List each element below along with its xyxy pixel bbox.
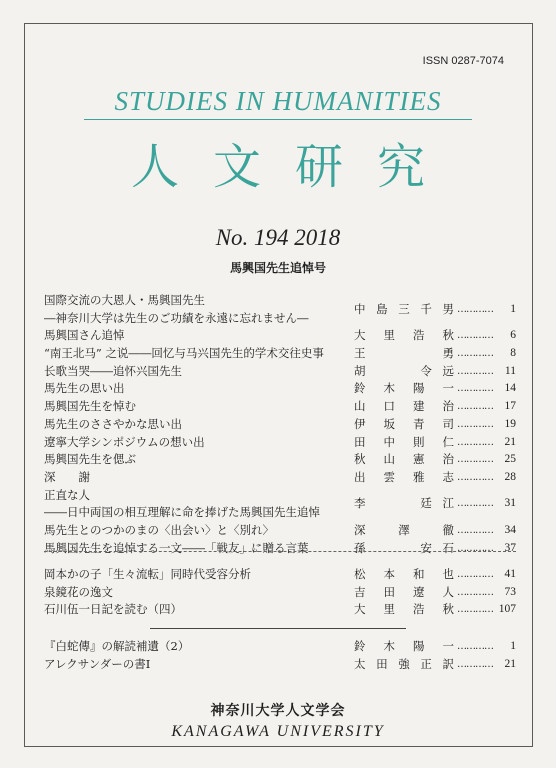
toc-entry <box>44 380 516 398</box>
toc-entry-page: 17 <box>504 400 516 413</box>
issue-subtitle: 馬興国先生追悼号 <box>229 261 326 275</box>
toc-articles-section <box>44 566 516 619</box>
toc-entry <box>44 292 516 327</box>
toc-entry-title-line: 馬興国先生を追悼する一文――「戦友」に贈る言葉 <box>44 540 309 555</box>
toc-entry-title <box>44 380 125 398</box>
toc-entry-title-line: 正直な人 <box>44 487 90 502</box>
toc-entry-page: 34 <box>504 523 516 536</box>
toc-entry-title-line: 岡本かの子「生々流転」同時代受容分析 <box>44 567 251 581</box>
toc-entry-author: 田中則仁 <box>354 434 454 449</box>
toc-entry-title-line: 深 謝 <box>44 469 90 484</box>
section-divider-dashed <box>44 551 516 552</box>
toc-entry-page: 107 <box>498 603 516 616</box>
toc-entry-title <box>44 656 150 674</box>
toc-entry-page: 37 <box>504 541 516 554</box>
toc-entry-author: 王 勇 <box>354 346 454 361</box>
toc-entry-title <box>44 540 309 558</box>
toc-entry-page: 21 <box>504 657 516 670</box>
toc-leader-dots: ………… <box>457 401 493 413</box>
toc-entry-title <box>44 601 182 619</box>
toc-entry <box>44 522 516 540</box>
toc-entry-title-line: 馬先生のささやかな思い出 <box>44 416 182 431</box>
toc-entry-author: 太田強正訳 <box>354 656 454 671</box>
title-japanese: 人文研究 <box>130 139 459 195</box>
toc-leader-dots: ………… <box>457 365 493 377</box>
toc-entry-page: 11 <box>504 364 516 377</box>
toc-entry-author: 深 澤 徹 <box>354 522 454 537</box>
toc-entry <box>44 416 516 434</box>
toc-entry-author: 李 廷江 <box>354 496 454 511</box>
toc-entry-author: 中島三千男 <box>354 301 454 316</box>
toc-entry-author: 鈴木陽一 <box>354 381 454 396</box>
toc-entry-title-line: 『白蛇傳』の解読補遺（2） <box>44 639 190 653</box>
toc-leader-dots: ………… <box>457 471 493 483</box>
toc-entry-title-line: 馬興国先生を悼む <box>44 399 136 414</box>
toc-entry-page: 28 <box>504 470 516 483</box>
toc-leader-dots: ………… <box>457 348 493 360</box>
toc-entry-title-line: “南王北马” 之说――回忆与马兴国先生的学术交往史事 <box>44 346 324 361</box>
issn: ISSN 0287-7074 <box>422 55 504 67</box>
toc-entry-author: 吉田遼人 <box>354 584 454 599</box>
toc-leader-dots: ………… <box>457 383 493 395</box>
toc-entry-author: 胡 令远 <box>354 363 454 378</box>
toc-leader-dots: ………… <box>457 641 493 652</box>
toc-leader-dots: ………… <box>457 454 493 466</box>
toc-entry-title-line: 馬興国先生を偲ぶ <box>44 452 136 467</box>
toc-entry-title <box>44 566 251 584</box>
toc-entry <box>44 363 516 381</box>
toc-entry <box>44 469 516 487</box>
toc-entry <box>44 398 516 416</box>
toc-entry-page: 31 <box>504 497 516 510</box>
toc-entry-author: 山口建治 <box>354 399 454 414</box>
toc-entry-page: 1 <box>510 640 516 652</box>
toc-entry-author: 伊坂青司 <box>354 416 454 431</box>
toc-entry <box>44 584 516 602</box>
toc-entry <box>44 566 516 584</box>
toc-memorial-section <box>44 292 516 557</box>
title-english: STUDIES IN HUMANITIES <box>114 86 442 116</box>
toc-entry-title-line: 国際交流の大恩人・馬興国先生 <box>44 293 205 307</box>
title-rule <box>84 119 472 120</box>
toc-entry-title <box>44 345 324 363</box>
publisher-japanese: 神奈川大学人文学会 <box>210 703 346 719</box>
toc-entry-page: 25 <box>504 453 516 466</box>
toc-leader-dots: ………… <box>457 542 493 554</box>
toc-entry <box>44 327 516 345</box>
toc-entry-title-line: 馬興国さん追悼 <box>44 328 125 343</box>
toc-entry-author: 松本和也 <box>354 567 454 581</box>
toc-leader-dots: ………… <box>457 524 493 536</box>
toc-leader-dots: ………… <box>457 569 493 580</box>
toc-entry-title <box>44 363 182 381</box>
toc-entry-title <box>44 487 320 522</box>
toc-entry-title <box>44 292 309 327</box>
toc-entry-title-line: 泉鏡花の逸文 <box>44 584 113 599</box>
toc-entry <box>44 345 516 363</box>
toc-entry-author: 出雲雅志 <box>354 469 454 484</box>
toc-entry-subtitle-line: ―神奈川大学は先生のご功績を永遠に忘れません― <box>44 310 309 325</box>
toc-entry-author: 秋山憲治 <box>354 452 454 467</box>
toc-entry-author: 大里浩秋 <box>354 602 454 617</box>
toc-entry-page: 19 <box>504 417 516 430</box>
toc-entry-page: 6 <box>510 329 516 342</box>
toc-entry-title-line: 石川伍一日記を読む（四） <box>44 602 182 617</box>
toc-entry-title <box>44 398 136 416</box>
toc-translations-section <box>44 638 516 673</box>
toc-entry <box>44 601 516 619</box>
toc-entry-title <box>44 469 90 487</box>
toc-entry <box>44 656 516 674</box>
issue-number: No. 194 2018 <box>215 225 341 250</box>
toc-entry-title <box>44 416 182 434</box>
toc-leader-dots: ………… <box>457 303 493 315</box>
toc-entry <box>44 540 516 558</box>
toc-entry <box>44 638 516 656</box>
toc-entry-author: 孫 安石 <box>354 540 454 555</box>
toc-entry-title <box>44 522 274 540</box>
toc-entry-title <box>44 451 136 469</box>
toc-leader-dots: ………… <box>457 604 493 616</box>
toc-entry-page: 21 <box>504 435 516 448</box>
toc-entry-author: 鈴木陽一 <box>354 639 454 653</box>
toc-entry-page: 1 <box>510 302 516 315</box>
toc-entry-title-line: 馬先生の思い出 <box>44 381 125 396</box>
toc-entry <box>44 487 516 522</box>
toc-leader-dots: ………… <box>457 498 493 510</box>
toc-entry <box>44 434 516 452</box>
toc-entry-author: 大里浩秋 <box>354 328 454 343</box>
toc-leader-dots: ………… <box>457 658 493 670</box>
toc-entry-title-line: 遼寧大学シンポジウムの想い出 <box>44 434 205 449</box>
toc-leader-dots: ………… <box>457 436 493 448</box>
toc-leader-dots: ………… <box>457 418 493 430</box>
publisher-english: KANAGAWA UNIVERSITY <box>171 723 385 740</box>
toc-entry <box>44 451 516 469</box>
toc-entry-page: 41 <box>504 568 516 580</box>
toc-entry-title <box>44 584 113 602</box>
toc-entry-page: 8 <box>510 347 516 360</box>
toc-entry-title-line: アレクサンダーの書Ⅰ <box>44 656 151 671</box>
toc-entry-title <box>44 434 205 452</box>
section-divider-solid <box>150 628 406 629</box>
toc-leader-dots: ………… <box>457 586 493 598</box>
toc-leader-dots: ………… <box>457 330 493 342</box>
toc-entry-page: 14 <box>504 382 516 395</box>
toc-entry-subtitle-line: ――日中両国の相互理解に命を捧げた馬興国先生追悼 <box>44 505 320 520</box>
toc-entry-title-line: 馬先生とのつかのまの〈出会い〉と〈別れ〉 <box>44 522 274 537</box>
toc-entry-title <box>44 638 189 656</box>
toc-entry-page: 73 <box>504 585 516 598</box>
toc-entry-title-line: 长歌当哭――追怀兴国先生 <box>44 363 182 378</box>
toc-entry-title <box>44 327 125 345</box>
